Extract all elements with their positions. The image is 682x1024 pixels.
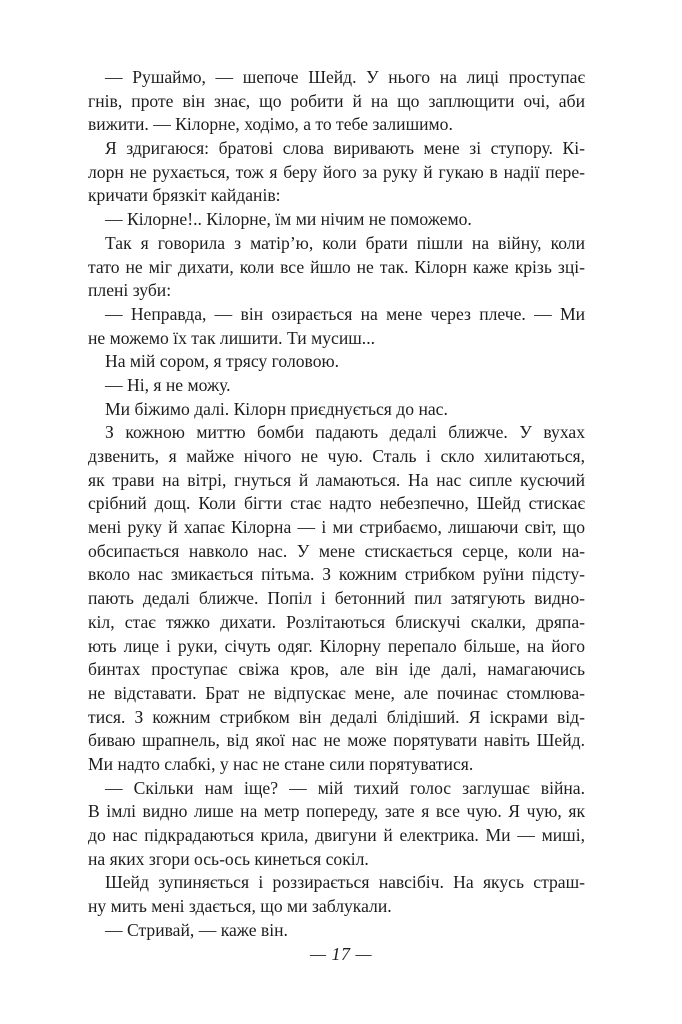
text-line: лорн не рухається, тож я беру його за руку й гукаю в надії пере- xyxy=(88,161,585,182)
text-line: на яких згори ось-ось кинеться сокіл. xyxy=(88,848,369,869)
text-line: Шейд зупиняється і роззирається навсібіч. На якусь страш- xyxy=(105,872,585,893)
text-line: Ми надто слабкі, у нас не стане сили порятуватися. xyxy=(88,753,474,774)
text-line: пають дедалі ближче. Попіл і бетонний пил затягують видно- xyxy=(88,588,585,609)
text-line: На мій сором, я трясу головою. xyxy=(105,351,340,372)
text-line: срібний дощ. Коли бігти стає надто небезпечно, Шейд стискає xyxy=(88,493,585,514)
text-line: тато не міг дихати, коли все йшло не так. Кілорн каже крізь зці- xyxy=(88,256,585,277)
text-line: дзвенить, я майже нічого не чую. Сталь і скло хилитаються, xyxy=(88,446,585,466)
text-line: як трави на вітрі, гнуться й ламаються. На нас сипле кусючий xyxy=(88,469,585,490)
text-line: — Ні, я не можу. xyxy=(105,374,231,395)
page-number: — 17 — xyxy=(309,944,372,964)
text-line: ють лице і руки, січуть одяг. Кілорну перепало більше, на його xyxy=(88,635,585,656)
text-line: кіл, стає тяжко дихати. Розлітаються блискучі скалки, дряпа- xyxy=(88,611,585,632)
text-line: Я здригаюся: братові слова виривають мене зі ступору. Кі- xyxy=(105,138,585,159)
text-line: биваю шрапнель, від якої нас не може порятувати навіть Шейд. xyxy=(88,730,585,751)
text-line: не відставати. Брат не відпускає мене, але починає стомлюва- xyxy=(88,682,585,703)
text-line: — Скільки нам іще? — мій тихий голос заглушає війна. xyxy=(105,777,585,798)
text-line: вижити. — Кілорне, ходімо, а то тебе залишимо. xyxy=(88,114,453,135)
text-line: Ми біжимо далі. Кілорн приєднується до нас. xyxy=(105,398,448,419)
text-line: ну мить мені здається, що ми заблукали. xyxy=(88,896,392,917)
text-line: бинтах проступає свіжа кров, але він іде далі, намагаючись xyxy=(88,659,585,680)
body-text xyxy=(88,66,585,942)
text-line: обсипається навколо нас. У мене стискається серце, коли на- xyxy=(88,540,585,561)
text-line: не можемо їх так лишити. Ти мусиш... xyxy=(88,327,375,348)
text-line: вколо нас змикається пітьма. З кожним стрибком руїни підсту- xyxy=(88,564,585,585)
text-line: плені зуби: xyxy=(88,280,172,301)
text-line: Так я говорила з матір’ю, коли брати пішли на війну, коли xyxy=(105,232,585,253)
text-line: З кожною миттю бомби падають дедалі ближче. У вухах xyxy=(105,422,585,443)
text-line: тися. З кожним стрибком він дедалі блідіший. Я іскрами від- xyxy=(88,706,585,727)
text-line: кричати брязкіт кайданів: xyxy=(88,185,281,206)
text-line: — Кілорне!.. Кілорне, їм ми нічим не поможемо. xyxy=(105,209,472,230)
text-line: — Рушаймо, — шепоче Шейд. У нього на лиці проступає xyxy=(105,67,585,87)
text-line: В імлі видно лише на метр попереду, зате я все чую. Я чую, як xyxy=(88,801,585,822)
text-line: до нас підкрадаються крила, двигуни й електрика. Ми — миші, xyxy=(88,825,585,845)
text-line: — Стривай, — каже він. xyxy=(105,919,288,940)
text-line: гнів, проте він знає, що робити й на що заплющити очі, аби xyxy=(88,90,585,111)
text-line: — Неправда, — він озирається на мене через плече. — Ми xyxy=(105,303,585,324)
text-line: мені руку й хапає Кілорна — і ми стрибаємо, лишаючи світ, що xyxy=(88,517,585,538)
